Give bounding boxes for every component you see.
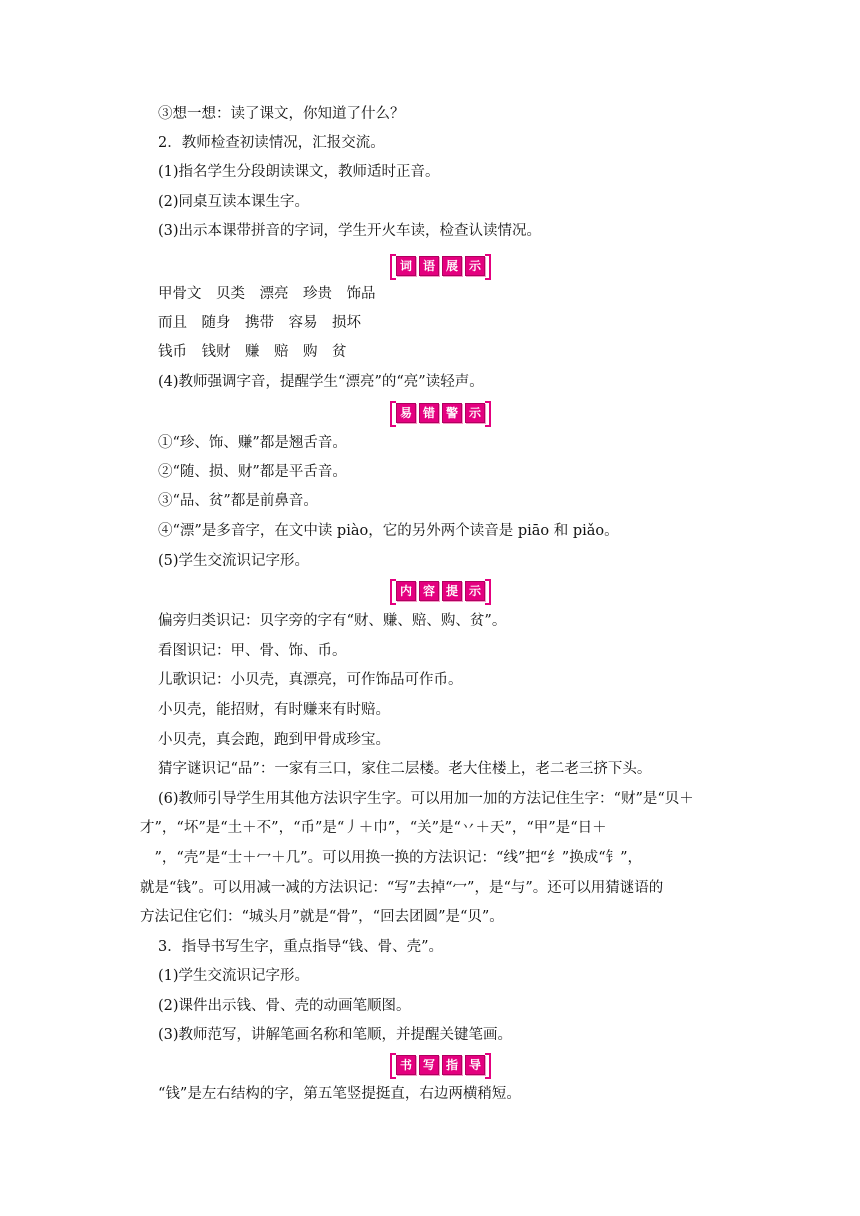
word-line: 甲骨文 贝类 漂亮 珍贵 饰品 xyxy=(158,286,376,302)
badge-char: 语 xyxy=(419,256,439,276)
text-line: (2)同桌互读本课生字。 xyxy=(158,194,310,210)
text-line: 偏旁归类识记：贝字旁的字有“财、赚、赔、购、贫”。 xyxy=(158,613,507,629)
badge-char: 错 xyxy=(419,403,439,423)
badge-char: 词 xyxy=(396,256,416,276)
badge-char: 易 xyxy=(396,403,416,423)
text-line: “钱”是左右结构的字，第五笔竖提挺直，右边两横稍短。 xyxy=(158,1086,521,1102)
paragraph-line: ”，“壳”是“士＋冖＋几”。可以用换一换的方法识记：“线”把“纟”换成“钅”， xyxy=(140,850,643,866)
badge-char: 写 xyxy=(419,1055,439,1075)
badge-error-warning xyxy=(396,403,485,425)
badge-char: 容 xyxy=(419,581,439,601)
paragraph-line: 方法记住它们：“城头月”就是“骨”，“回去团圆”是“贝”。 xyxy=(140,909,504,925)
text-line: (1)指名学生分段朗读课文，教师适时正音。 xyxy=(158,164,440,180)
paragraph-line: (6)教师引导学生用其他方法识字生字。可以用加一加的方法记住生字：“财”是“贝＋ xyxy=(158,791,694,807)
word-line: 钱币 钱财 赚 赔 购 贫 xyxy=(158,344,347,360)
text-line: 猜字谜识记“品”：一家有三口，家住二层楼。老大住楼上，老二老三挤下头。 xyxy=(158,761,652,777)
text-line: (5)学生交流识记字形。 xyxy=(158,553,310,569)
text-line: ③想一想：读了课文，你知道了什么？ xyxy=(158,106,405,122)
word-line: 而且 随身 携带 容易 损坏 xyxy=(158,315,361,331)
text-line: (3)教师范写，讲解笔画名称和笔顺，并提醒关键笔画。 xyxy=(158,1027,513,1043)
badge-char: 内 xyxy=(396,581,416,601)
text-line: ①“珍、饰、赚”都是翘舌音。 xyxy=(158,435,347,451)
text-line: ③“品、贫”都是前鼻音。 xyxy=(158,493,318,509)
paragraph-line: 才”，“坏”是“土＋不”，“币”是“丿＋巾”，“关”是“丷＋天”，“甲”是“日＋ xyxy=(140,820,607,836)
badge-char: 展 xyxy=(442,256,462,276)
badge-char: 示 xyxy=(465,403,485,423)
badge-char: 警 xyxy=(442,403,462,423)
badge-writing-guide xyxy=(396,1055,485,1077)
badge-char: 提 xyxy=(442,581,462,601)
text-line: (3)出示本课带拼音的字词，学生开火车读，检查认读情况。 xyxy=(158,223,542,239)
paragraph-line: 就是“钱”。可以用减一减的方法识记：“写”去掉“冖”，是“与”。还可以用猜谜语的 xyxy=(140,880,664,896)
badge-char: 导 xyxy=(465,1055,485,1075)
text-line: 小贝壳，真会跑，跑到甲骨成珍宝。 xyxy=(158,732,390,748)
badge-char: 示 xyxy=(465,256,485,276)
text-line: (1)学生交流识记字形。 xyxy=(158,968,310,984)
text-line: (4)教师强调字音，提醒学生“漂亮”的“亮”读轻声。 xyxy=(158,374,484,390)
text-line: 2．教师检查初读情况，汇报交流。 xyxy=(158,135,385,151)
text-line: 儿歌识记：小贝壳，真漂亮，可作饰品可作币。 xyxy=(158,672,463,688)
badge-content-hint xyxy=(396,581,485,603)
badge-char: 书 xyxy=(396,1055,416,1075)
text-line: (2)课件出示钱、骨、壳的动画笔顺图。 xyxy=(158,998,411,1014)
badge-word-display xyxy=(396,256,485,278)
text-line: ④“漂”是多音字，在文中读 piào，它的另外两个读音是 piāo 和 piǎo。 xyxy=(158,523,619,539)
badge-char: 指 xyxy=(442,1055,462,1075)
text-line: 看图识记：甲、骨、饰、币。 xyxy=(158,643,347,659)
text-line: ②“随、损、财”都是平舌音。 xyxy=(158,464,347,480)
badge-char: 示 xyxy=(465,581,485,601)
text-line: 3．指导书写生字，重点指导“钱、骨、壳”。 xyxy=(158,939,444,955)
text-line: 小贝壳，能招财，有时赚来有时赔。 xyxy=(158,702,390,718)
